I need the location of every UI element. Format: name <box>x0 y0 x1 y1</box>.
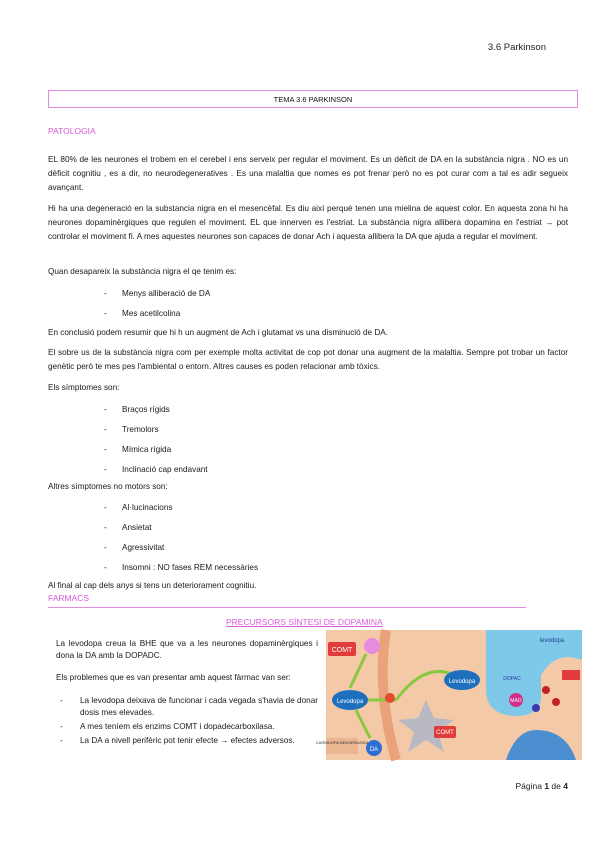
list-item: - A mes teníem els enzims COMT i dopadecarboxilasa. <box>60 722 275 731</box>
paragraph-problemes: Els problemes que es van presentar amb aquest fàrmac van ser: <box>56 673 291 682</box>
paragraph-intro: EL 80% de les neurones el trobem en el cerebel i ens serveix per regular el moviment. Es un dèficit de DA en la substància nigra . NO es un dèficit cognitiu , es a dir, no neurodegeneratives . Es una malaltia que nomes es pot frenar però no es pot curar com a tal es adir segueix avançant. <box>48 155 568 192</box>
section-divider <box>48 607 526 608</box>
svg-text:Levodopa: Levodopa <box>448 679 476 685</box>
page-footer: Página 1 de 4 <box>515 781 568 791</box>
list-item: - La DA a nivell perifèric pot tenir efecte → efectes adversos. <box>60 736 295 745</box>
svg-text:CARBIDOPA BENSERAZIDA: CARBIDOPA BENSERAZIDA <box>315 740 369 745</box>
document-page: 3.6 Parkinson TEMA 3.6 PARKINSON PATOLOGIA EL 80% de les neurones el trobem en el cerebel i ens serveix per regular el moviment. Es un dèficit de DA en la substància nigra . NO es un dèficit cognitiu , es a dir, no neurodegeneratives . Es una malaltia que nomes es pot frenar però no es pot curar com a tal es adir segueix avançant. Hi ha una degeneració en la substancia nigra en el mesencèfal. Es diu així perquè tenen una mielina de aquest color. En aquesta zona hi ha neurones dopaminèrgiques que regulen el moviment. EL que innerven es l'estriat. La substància nigra allibera dopamina en l'estriat → pot controlar el moviment fi. A mes aquestes neurones son capaces de donar Ach i aquesta allibera la DA que ajuda a regular el moviment. Quan desapareix la substància nigra el qe tenim es: - Menys alliberació de DA - Mes acetilcolina En conclusió podem resumir que hi h un augment de Ach i glutamat vs una disminució de DA. El sobre us de la substància nigra com per exemple molta activitat de cop pot donar una augment de la malaltia. Sempre pot trobar un factor genètic però te mes pes l'ambiental o entorn. Altres causes es poden relacionar amb tòxics. Els símptomes son: - Braços rígids - Tremolors - Mímica rígida - Inclinació cap endavant Altres símptomes no motors son: - Al·lucinacions - Ansietat - Agressivitat - Insomni : NO fases REM necessàries Al final al cap dels anys si tens un deteriorament cognitiu. FARMACS PRECURSORS SÍNTESI DE DOPAMINA La levodopa creua la BHE que va a les neurones dopaminèrgiques i dona la DA amb la DOPADC. Els problemes que es van presentar amb aquest fàrmac van ser: - La levodopa deixava de funcionar i cada vegada s'havia de donar dosis mes elevades. - A mes teníem els enzims COMT i dopadecarboxilasa. - La DA a nivell perifèric pot tenir efecte → efectes adversos. COMT Levodopa DA CARBIDOPA BENSERAZIDA Levodopa COMT levodopa DOPAC MAO Página 1 de 4 <box>0 0 600 848</box>
levodopa-pathway-figure <box>315 630 582 760</box>
enzyme-dot <box>364 638 380 654</box>
document-title: TEMA 3.6 PARKINSON <box>48 90 578 108</box>
paragraph-quan-desapareix: Quan desapareix la substància nigra el qe tenim es: <box>48 267 237 276</box>
paragraph-conclusio: En conclusió podem resumir que hi h un augment de Ach i glutamat vs una disminució de DA. <box>48 328 388 337</box>
paragraph-simptomes: Els símptomes son: <box>48 383 120 392</box>
svg-text:MAO: MAO <box>510 698 522 704</box>
svg-text:Levodopa: Levodopa <box>336 699 364 705</box>
svg-text:COMT: COMT <box>331 647 353 654</box>
paragraph-final: Al final al cap dels anys si tens un deteriorament cognitiu. <box>48 581 257 590</box>
vesicle-dot <box>532 704 540 712</box>
paragraph-sobreus: El sobre us de la substància nigra com per exemple molta activitat de cop pot donar una augment de la malaltia. Sempre pot trobar un factor genètic però te mes pes l'ambiental o entorn. Altres causes es poden relacionar amb tòxics. <box>48 348 568 371</box>
section-heading-patologia: PATOLOGIA <box>48 126 96 136</box>
paragraph-no-motors: Altres símptomes no motors son: <box>48 482 168 491</box>
bbb-marker <box>385 693 395 703</box>
header-label: 3.6 Parkinson <box>487 42 546 53</box>
svg-text:levodopa: levodopa <box>539 638 565 644</box>
vesicle-dot <box>552 698 560 706</box>
svg-text:DA: DA <box>369 747 379 753</box>
section-heading-farmacs: FARMACS <box>48 593 90 603</box>
vesicle-dot <box>542 686 550 694</box>
svg-text:DOPAC: DOPAC <box>503 676 521 682</box>
paragraph-levodopa: La levodopa creua la BHE que va a les neurones dopaminèrgiques i dona la DA amb la DOPADC. <box>56 639 318 660</box>
subtitle-precursors: PRECURSORS SÍNTESI DE DOPAMINA <box>226 617 383 627</box>
list-item: - La levodopa deixava de funcionar i cada vegada s'havia de donar dosis mes elevades. <box>60 696 318 717</box>
paragraph-degeneracio: Hi ha una degeneració en la substancia nigra en el mesencèfal. Es diu així perquè tenen una mielina de aquest color. En aquesta zona hi ha neurones dopaminèrgiques que regulen el moviment. EL que innerven es l'estriat. La substància nigra allibera dopamina en l'estriat → pot controlar el moviment fi. A mes aquestes neurones son capaces de donar Ach i aquesta allibera la DA que ajuda a regular el moviment. <box>48 204 568 241</box>
svg-text:COMT: COMT <box>436 730 454 736</box>
list-problemes <box>60 695 318 749</box>
red-label-box <box>562 670 580 680</box>
